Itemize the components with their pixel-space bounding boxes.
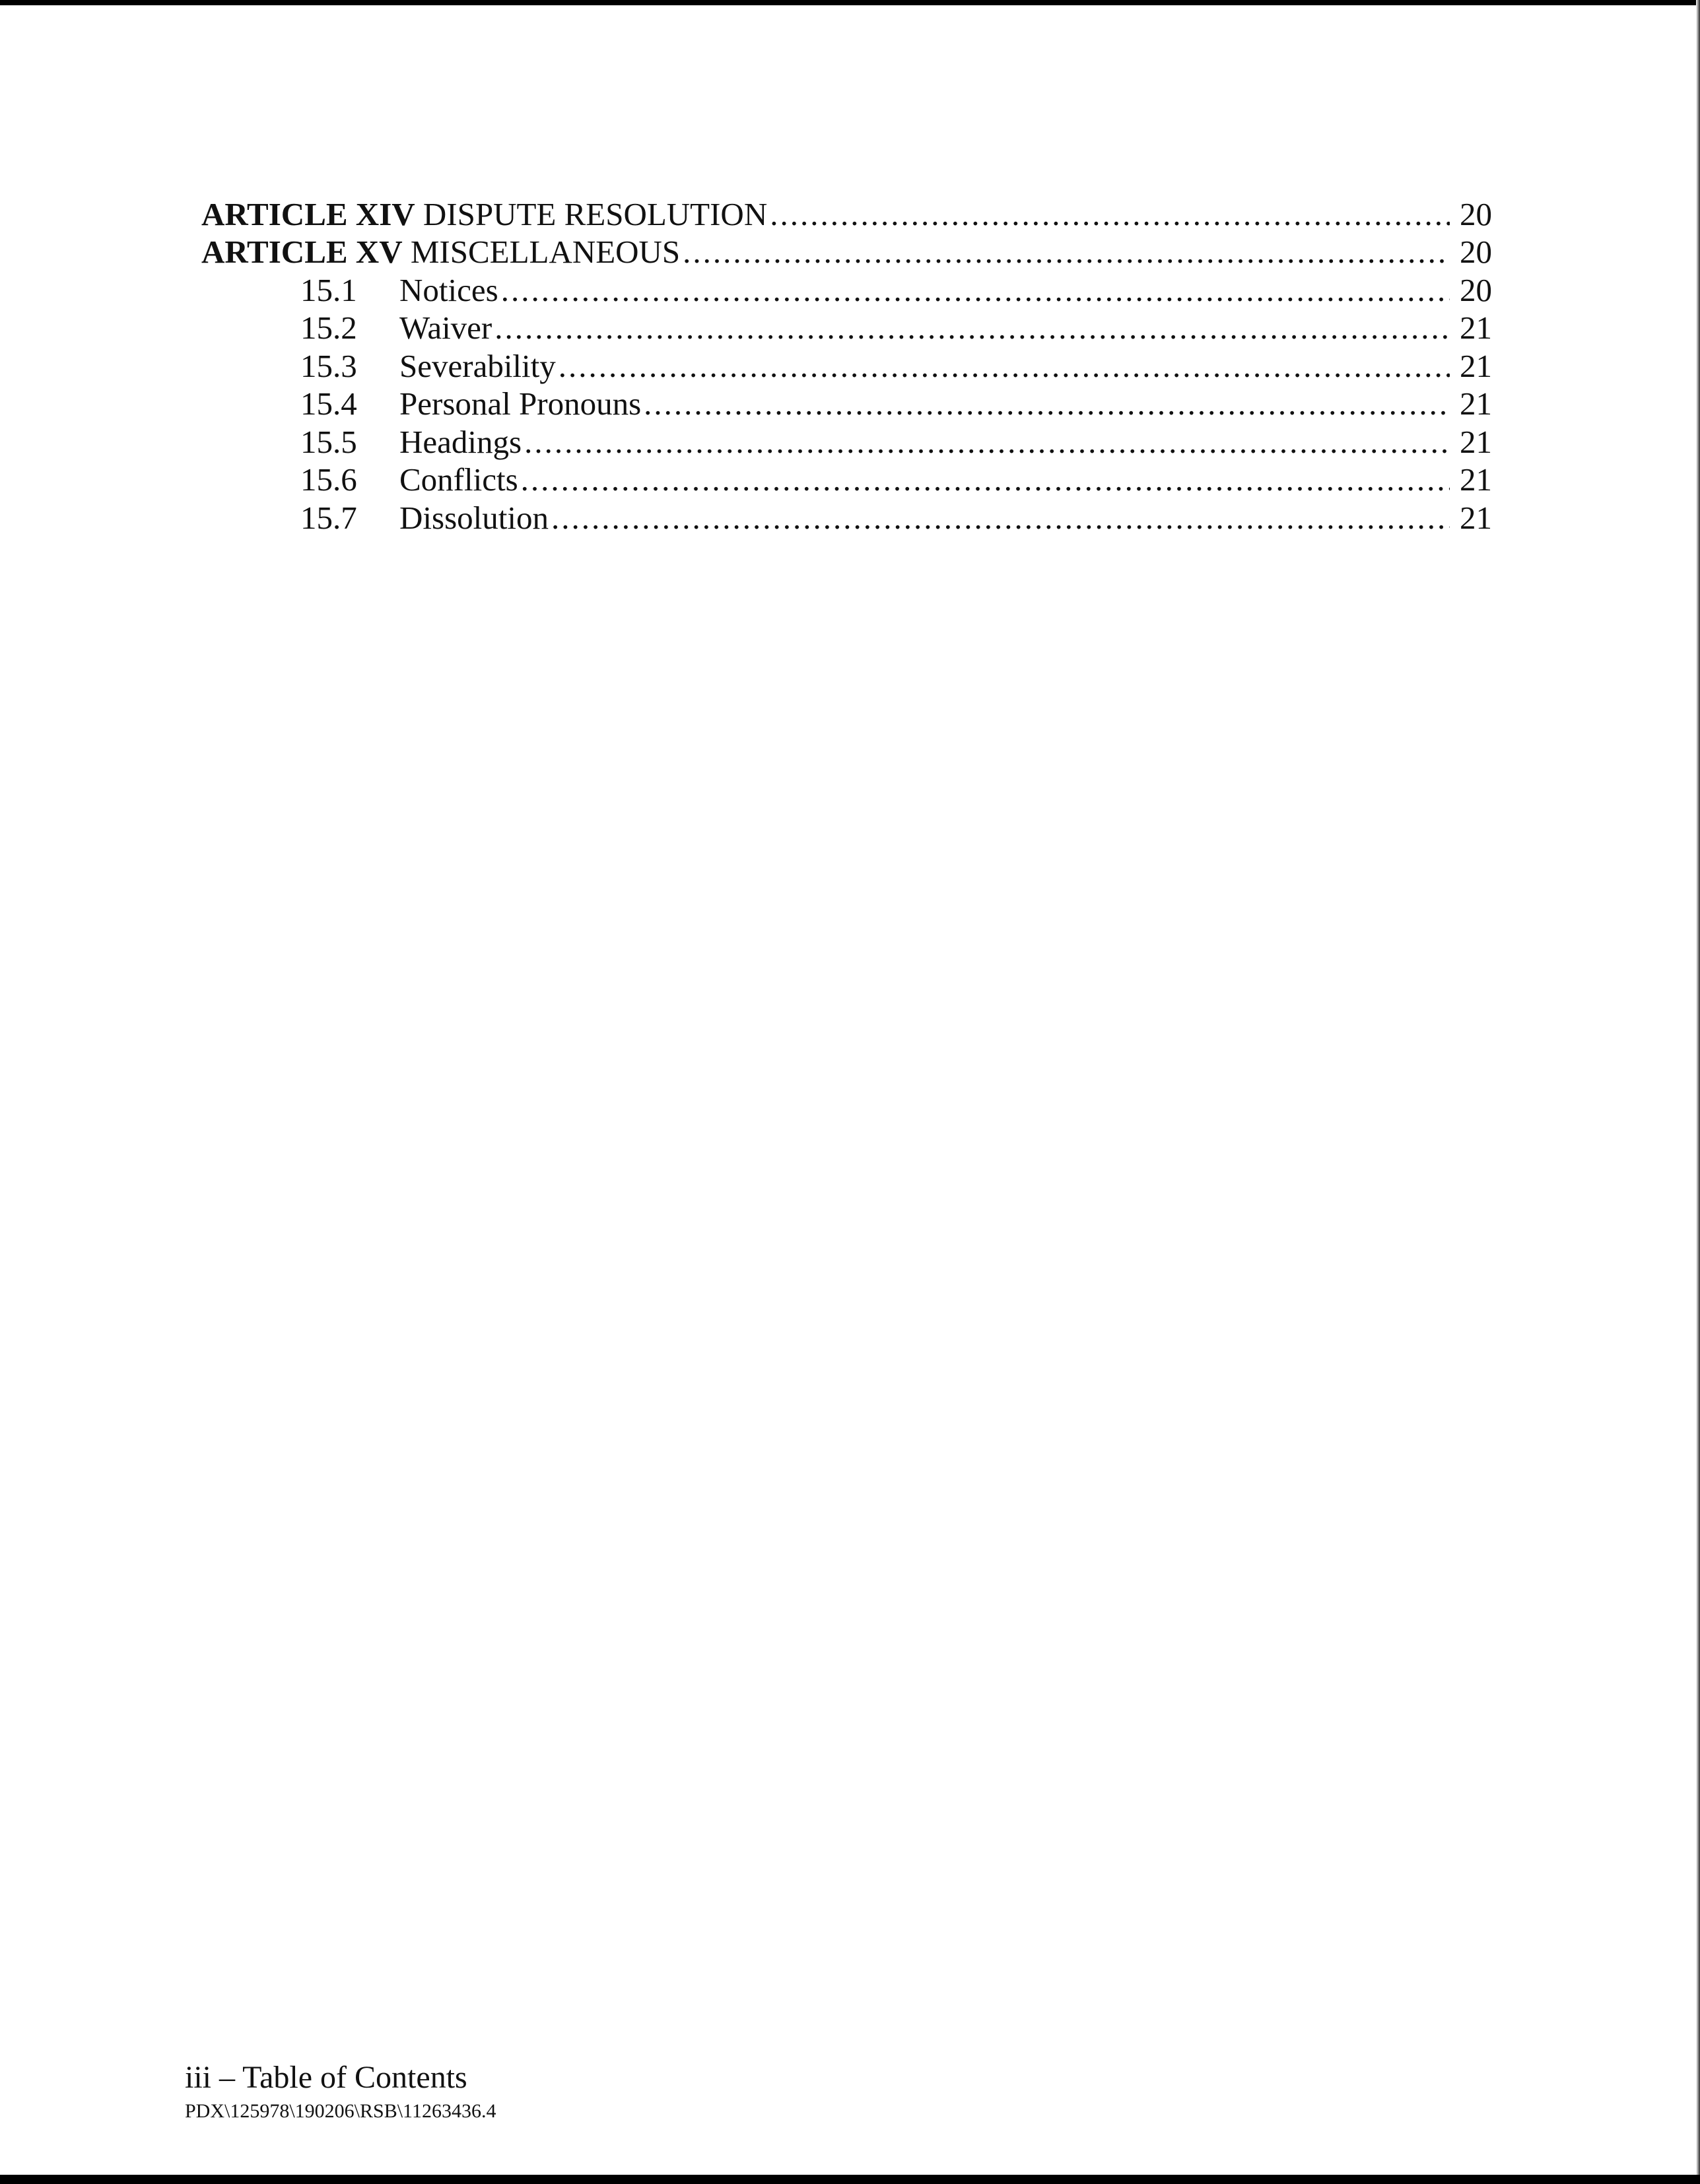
dot-leader xyxy=(524,423,1450,461)
page-number: 21 xyxy=(1460,423,1492,460)
toc-section-15-7 xyxy=(201,498,1492,537)
page-number: 21 xyxy=(1460,347,1492,384)
article-label: ARTICLE XIV xyxy=(201,195,415,232)
page-number: 21 xyxy=(1460,499,1492,536)
section-number: 15.1 xyxy=(300,271,357,308)
section-title: Dissolution xyxy=(399,499,549,536)
dot-leader xyxy=(521,461,1450,498)
section-title: Personal Pronouns xyxy=(399,385,642,422)
scan-edge-bottom xyxy=(0,2175,1700,2184)
toc-section-15-4 xyxy=(201,385,1492,423)
toc-section-15-1 xyxy=(201,271,1492,309)
page-number: 20 xyxy=(1460,195,1492,232)
toc-article-xiv xyxy=(201,195,1492,233)
table-of-contents xyxy=(201,195,1492,537)
section-number: 15.5 xyxy=(300,423,357,460)
section-title: Conflicts xyxy=(399,461,518,498)
page-number: 21 xyxy=(1460,310,1492,346)
toc-article-xv xyxy=(201,233,1492,271)
section-number: 15.7 xyxy=(300,499,357,536)
toc-article-heading xyxy=(201,233,680,271)
toc-section-15-5 xyxy=(201,422,1492,461)
footer-document-id: PDX\125978\190206\RSB\11263436.4 xyxy=(185,2100,496,2122)
section-number: 15.6 xyxy=(300,461,357,498)
section-number: 15.4 xyxy=(300,385,357,422)
article-label: ARTICLE XV xyxy=(201,234,403,270)
dot-leader xyxy=(501,271,1450,309)
section-number: 15.2 xyxy=(300,310,357,346)
scan-edge-right xyxy=(1696,0,1700,2184)
footer-page-label: iii – Table of Contents xyxy=(185,2060,467,2095)
section-title: Waiver xyxy=(399,310,493,346)
dot-leader xyxy=(683,233,1450,271)
dot-leader xyxy=(770,195,1450,233)
dot-leader xyxy=(551,499,1450,537)
page-number: 21 xyxy=(1460,461,1492,498)
toc-section-15-3 xyxy=(201,347,1492,385)
scan-edge-top xyxy=(0,0,1700,5)
page-number: 20 xyxy=(1460,271,1492,308)
toc-section-15-6 xyxy=(201,461,1492,499)
section-title: Severability xyxy=(399,347,556,384)
section-title: Headings xyxy=(399,423,522,460)
article-title: DISPUTE RESOLUTION xyxy=(423,195,768,232)
section-title: Notices xyxy=(399,271,498,308)
page-number: 21 xyxy=(1460,385,1492,422)
dot-leader xyxy=(494,309,1450,347)
toc-section-15-2 xyxy=(201,309,1492,347)
dot-leader xyxy=(559,347,1450,385)
toc-article-heading xyxy=(201,195,767,233)
article-title: MISCELLANEOUS xyxy=(410,234,681,270)
page-number: 20 xyxy=(1460,234,1492,270)
dot-leader xyxy=(644,385,1450,422)
section-number: 15.3 xyxy=(300,347,357,384)
